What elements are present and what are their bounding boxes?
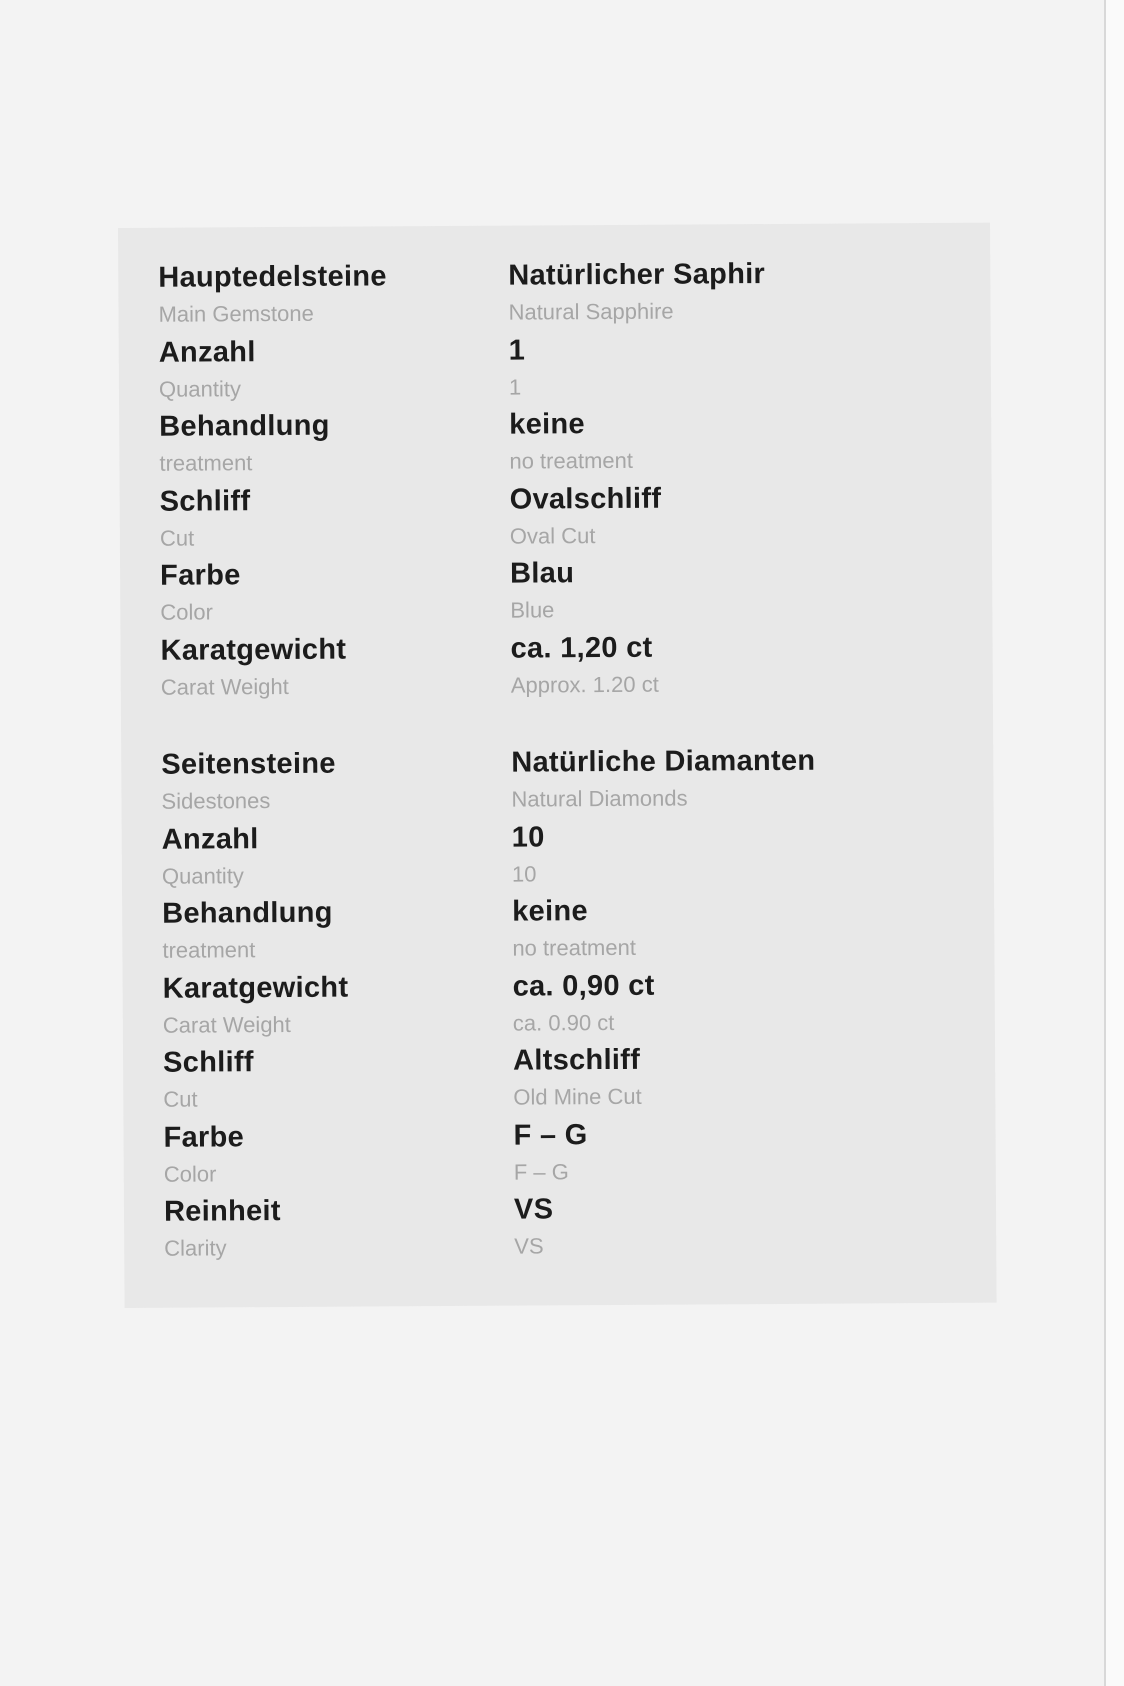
value-de: Altschliff	[512, 1043, 641, 1077]
label-en: Color	[160, 599, 214, 625]
spec-row-color	[160, 555, 980, 635]
spec-row-carat-weight	[160, 629, 980, 709]
label-de: Behandlung	[159, 409, 330, 443]
label-en: Carat Weight	[162, 1011, 291, 1038]
value-en: Natural Diamonds	[511, 785, 688, 812]
label-de: Reinheit	[163, 1195, 281, 1228]
spec-row-treatment	[159, 406, 979, 486]
value-en: Approx. 1.20 ct	[510, 671, 659, 698]
spec-row-clarity	[164, 1191, 984, 1271]
spec-row-cut	[163, 1042, 983, 1122]
label-de: Karatgewicht	[160, 633, 347, 667]
main-gemstone-section	[158, 257, 981, 709]
label-en: Quantity	[161, 862, 244, 889]
value-en: Blue	[510, 597, 555, 623]
value-en: Old Mine Cut	[513, 1083, 642, 1110]
label-en: Cut	[159, 525, 195, 551]
value-en: 1	[508, 374, 522, 400]
spec-row-quantity	[159, 331, 979, 411]
label-en: Main Gemstone	[158, 300, 314, 327]
side-stones-section	[161, 744, 984, 1270]
label-en: Sidestones	[161, 788, 271, 814]
label-de: Farbe	[163, 1120, 245, 1154]
value-de: F – G	[513, 1118, 588, 1152]
label-de: Farbe	[160, 559, 241, 592]
label-de: Seitensteine	[161, 747, 336, 781]
value-en: Oval Cut	[509, 522, 596, 549]
value-en: 10	[511, 860, 537, 887]
label-de: Hauptedelsteine	[158, 260, 387, 294]
gemstone-spec-panel	[118, 223, 997, 1308]
value-de: ca. 1,20 ct	[510, 631, 653, 665]
value-de: Natürlicher Saphir	[508, 258, 766, 292]
spec-row-quantity	[162, 818, 982, 898]
value-en: no treatment	[509, 447, 634, 474]
spec-row-treatment	[162, 893, 982, 973]
value-de: keine	[509, 408, 585, 441]
value-de: 1	[508, 334, 526, 367]
label-de: Behandlung	[162, 896, 333, 930]
value-de: keine	[512, 895, 588, 928]
label-en: Color	[163, 1160, 217, 1187]
spec-row-color	[163, 1116, 983, 1196]
value-de: ca. 0,90 ct	[512, 969, 655, 1003]
label-en: treatment	[159, 450, 253, 476]
label-en: Clarity	[164, 1235, 227, 1261]
spec-row-main-gemstone	[158, 257, 978, 337]
value-en: Natural Sapphire	[508, 298, 674, 325]
label-de: Anzahl	[161, 822, 259, 856]
label-de: Karatgewicht	[162, 971, 349, 1005]
value-en: no treatment	[512, 934, 636, 961]
paper-edge	[1104, 0, 1106, 1686]
label-en: treatment	[162, 937, 256, 963]
label-en: Carat Weight	[160, 673, 289, 700]
label-de: Schliff	[159, 484, 251, 518]
value-de: Blau	[510, 557, 575, 590]
value-de: Natürliche Diamanten	[511, 744, 816, 779]
value-en: ca. 0.90 ct	[512, 1009, 615, 1036]
value-de: VS	[513, 1193, 554, 1226]
label-en: Cut	[163, 1086, 198, 1112]
value-en: F – G	[513, 1158, 569, 1185]
value-de: 10	[511, 820, 545, 854]
label-de: Anzahl	[158, 335, 256, 369]
label-en: Quantity	[158, 375, 241, 402]
value-de: Ovalschliff	[509, 482, 662, 516]
spec-row-cut	[160, 480, 980, 560]
paper-margin	[1106, 0, 1124, 1686]
label-de: Schliff	[163, 1046, 254, 1079]
value-en: VS	[514, 1233, 544, 1259]
spec-row-carat-weight	[163, 967, 983, 1047]
spec-row-sidestones	[161, 744, 981, 824]
